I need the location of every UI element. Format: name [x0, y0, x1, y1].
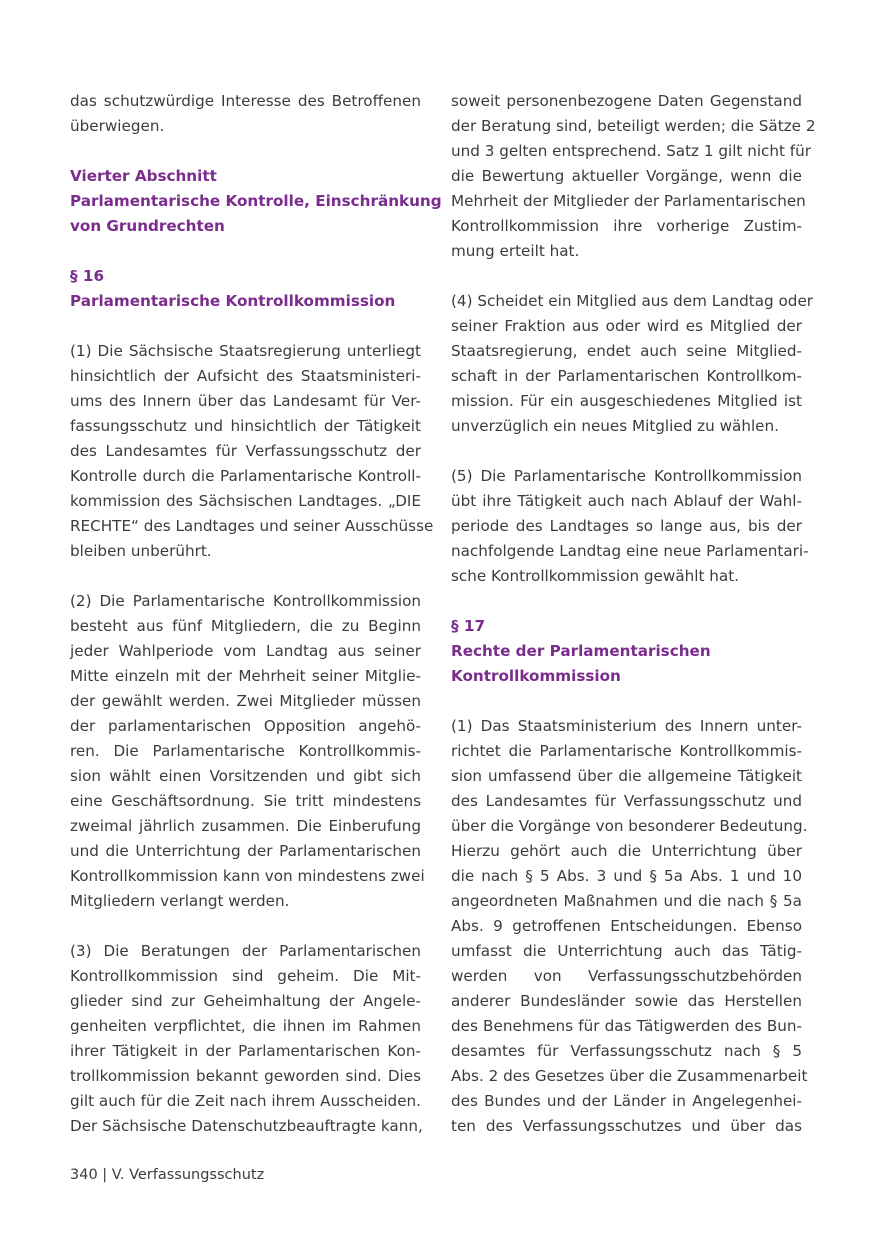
text-line: Mitgliedern verlangt werden. [70, 892, 290, 910]
paragraph-number: § 16 [70, 267, 105, 285]
text-line: (5) Die Parlamentarische Kontrollkommission [451, 467, 802, 485]
chapter-title: V. Verfassungsschutz [111, 1167, 265, 1183]
page-footer [70, 1163, 264, 1188]
text-line: das schutzwürdige Interesse des Betroffenen [70, 92, 421, 110]
text-line: ten des Verfassungsschutzes und über das [451, 1117, 802, 1135]
text-line: (2) Die Parlamentarische Kontrollkommission [70, 592, 421, 610]
text-line: RECHTE“ des Landtages und seiner Ausschüsse [70, 517, 434, 535]
text-line: und 3 gelten entsprechend. Satz 1 gilt nicht für [451, 142, 812, 160]
text-line: nachfolgende Landtag eine neue Parlamentari- [451, 542, 809, 560]
text-line: (1) Das Staatsministerium des Innern unter- [451, 717, 802, 735]
text-line: richtet die Parlamentarische Kontrollkommis- [451, 742, 802, 760]
text-line: hinsichtlich der Aufsicht des Staatsministeri- [70, 367, 421, 385]
text-line: jeder Wahlperiode vom Landtag aus seiner [70, 642, 421, 660]
text-line: sche Kontrollkommission gewählt hat. [451, 567, 739, 585]
text-line: angeordneten Maßnahmen und die nach § 5a [451, 892, 802, 910]
text-line: überwiegen. [70, 117, 165, 135]
text-line: Kontrollkommission kann von mindestens zwei [70, 867, 425, 885]
text-line: über die Vorgänge von besonderer Bedeutung. [451, 817, 808, 835]
text-line: mission. Für ein ausgeschiedenes Mitglied ist [451, 392, 802, 410]
paragraph-number: § 17 [451, 617, 486, 635]
text-line: Kontrolle durch die Parlamentarische Kontroll- [70, 467, 421, 485]
paragraph-16-subsection-2 [70, 589, 425, 914]
section-subtitle: Parlamentarische Kontrolle, Einschränkung [70, 192, 442, 210]
text-line: (1) Die Sächsische Staatsregierung unterliegt [70, 342, 421, 360]
text-line: trollkommission bekannt geworden sind. Dies [70, 1067, 421, 1085]
paragraph-16-subsection-3 [70, 939, 421, 1139]
text-line: des Bundes und der Länder in Angelegenhei- [451, 1092, 802, 1110]
text-line: der Beratung sind, beteiligt werden; die Sätze 2 [451, 117, 816, 135]
text-line: des Landesamtes für Verfassungsschutz der [70, 442, 421, 460]
text-line: desamtes für Verfassungsschutz nach § 5 [451, 1042, 802, 1060]
section-heading [70, 164, 442, 239]
paragraph-17-subsection-1 [451, 714, 808, 1139]
text-line: Abs. 9 getroffenen Entscheidungen. Ebenso [451, 917, 802, 935]
paragraph-16-heading [70, 264, 421, 314]
text-line: Mitte einzeln mit der Mehrheit seiner Mitglie- [70, 667, 421, 685]
text-line: glieder sind zur Geheimhaltung der Angele- [70, 992, 421, 1010]
text-line: unverzüglich ein neues Mitglied zu wählen. [451, 417, 779, 435]
text-line: periode des Landtages so lange aus, bis der [451, 517, 802, 535]
text-line: Kontrollkommission ihre vorherige Zustim- [451, 217, 802, 235]
text-line: umfasst die Unterrichtung auch das Tätig- [451, 942, 802, 960]
paragraph-16-subsection-3-continued [451, 89, 816, 264]
text-line: Abs. 2 des Gesetzes über die Zusammenarbeit [451, 1067, 808, 1085]
page-number: 340 [70, 1167, 98, 1183]
text-line: anderer Bundesländer sowie das Herstellen [451, 992, 802, 1010]
text-line: seiner Fraktion aus oder wird es Mitglied der [451, 317, 802, 335]
text-line: bleiben unberührt. [70, 542, 212, 560]
text-line: sion umfassend über die allgemeine Tätigkeit [451, 767, 802, 785]
paragraph-17-heading [451, 614, 802, 689]
paragraph-title: Kontrollkommission [451, 667, 621, 685]
text-line: besteht aus fünf Mitgliedern, die zu Beginn [70, 617, 421, 635]
text-line: schaft in der Parlamentarischen Kontrollkom- [451, 367, 802, 385]
paragraph-16-subsection-4 [451, 289, 814, 439]
text-line: Kontrollkommission sind geheim. Die Mit- [70, 967, 421, 985]
section-title: Vierter Abschnitt [70, 167, 217, 185]
text-line: ihrer Tätigkeit in der Parlamentarischen Kon- [70, 1042, 421, 1060]
paragraph-16-subsection-1 [70, 339, 434, 564]
text-line: der gewählt werden. Zwei Mitglieder müssen [70, 692, 421, 710]
text-line: und die Unterrichtung der Parlamentarischen [70, 842, 421, 860]
text-line: gilt auch für die Zeit nach ihrem Ausscheiden. [70, 1092, 421, 1110]
text-line: Der Sächsische Datenschutzbeauftragte kann, [70, 1117, 423, 1135]
text-line: Staatsregierung, endet auch seine Mitglied- [451, 342, 802, 360]
section-subtitle: von Grundrechten [70, 217, 225, 235]
text-line: genheiten verpflichtet, die ihnen im Rahmen [70, 1017, 421, 1035]
text-line: sion wählt einen Vorsitzenden und gibt sich [70, 767, 421, 785]
paragraph-title: Rechte der Parlamentarischen [451, 642, 711, 660]
text-line: die nach § 5 Abs. 3 und § 5a Abs. 1 und 10 [451, 867, 802, 885]
text-line: (4) Scheidet ein Mitglied aus dem Landtag oder [451, 292, 814, 310]
text-line: mung erteilt hat. [451, 242, 580, 260]
intro-paragraph [70, 89, 421, 139]
text-line: des Benehmens für das Tätigwerden des Bun- [451, 1017, 802, 1035]
paragraph-16-subsection-5 [451, 464, 809, 589]
text-line: die Bewertung aktueller Vorgänge, wenn die [451, 167, 802, 185]
text-line: ums des Innern über das Landesamt für Ver- [70, 392, 421, 410]
right-column [451, 89, 816, 1139]
paragraph-title: Parlamentarische Kontrollkommission [70, 292, 396, 310]
text-line: übt ihre Tätigkeit auch nach Ablauf der Wahl- [451, 492, 802, 510]
text-line: soweit personenbezogene Daten Gegenstand [451, 92, 802, 110]
text-line: zweimal jährlich zusammen. Die Einberufung [70, 817, 421, 835]
text-line: Mehrheit der Mitglieder der Parlamentarischen [451, 192, 806, 210]
text-line: (3) Die Beratungen der Parlamentarischen [70, 942, 421, 960]
text-line: des Landesamtes für Verfassungsschutz und [451, 792, 802, 810]
text-line: fassungsschutz und hinsichtlich der Tätigkeit [70, 417, 421, 435]
text-line: werden von Verfassungsschutzbehörden [451, 967, 802, 985]
left-column [70, 89, 442, 1139]
footer-separator: | [102, 1167, 108, 1183]
text-line: eine Geschäftsordnung. Sie tritt mindestens [70, 792, 421, 810]
text-line: ren. Die Parlamentarische Kontrollkommis- [70, 742, 421, 760]
text-line: kommission des Sächsischen Landtages. „DIE [70, 492, 421, 510]
text-line: der parlamentarischen Opposition angehö- [70, 717, 421, 735]
text-line: Hierzu gehört auch die Unterrichtung über [451, 842, 802, 860]
